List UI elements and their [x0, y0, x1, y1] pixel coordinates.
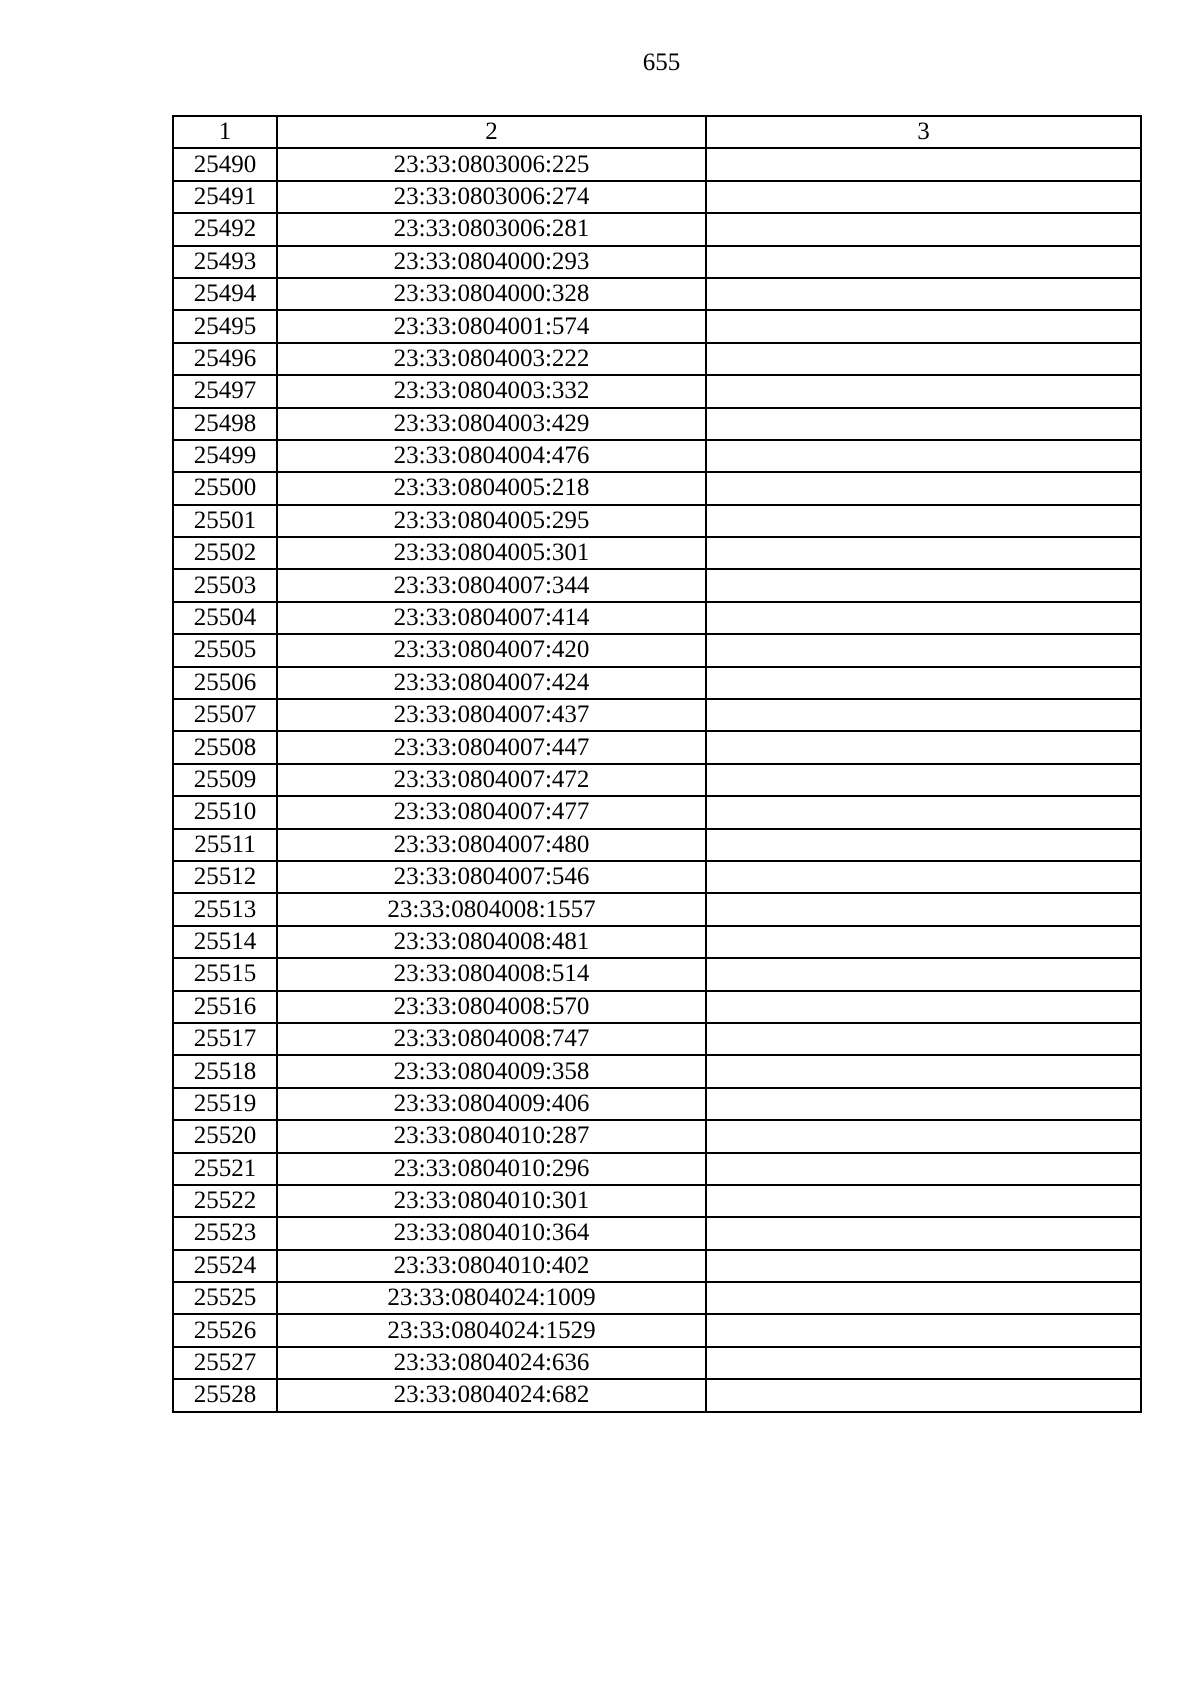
- note-cell: [706, 731, 1141, 763]
- note-cell: [706, 634, 1141, 666]
- cadastral-number-cell: 23:33:0804010:364: [277, 1217, 706, 1249]
- header-row: [173, 116, 1141, 148]
- table-row: [173, 375, 1141, 407]
- note-cell: [706, 472, 1141, 504]
- row-number-cell: 25514: [173, 926, 277, 958]
- table-row: [173, 667, 1141, 699]
- row-number-cell: 25496: [173, 343, 277, 375]
- cadastral-number-cell: 23:33:0804007:472: [277, 764, 706, 796]
- row-number-cell: 25502: [173, 537, 277, 569]
- cadastral-number-cell: 23:33:0804007:424: [277, 667, 706, 699]
- cadastral-number-cell: 23:33:0804008:570: [277, 991, 706, 1023]
- table-row: [173, 246, 1141, 278]
- column-header-2: 2: [277, 116, 706, 148]
- cadastral-number-cell: 23:33:0804007:414: [277, 602, 706, 634]
- note-cell: [706, 1379, 1141, 1411]
- note-cell: [706, 1347, 1141, 1379]
- cadastral-number-cell: 23:33:0803006:281: [277, 213, 706, 245]
- note-cell: [706, 1185, 1141, 1217]
- note-cell: [706, 926, 1141, 958]
- table-row: [173, 213, 1141, 245]
- table-row: [173, 699, 1141, 731]
- table-row: [173, 343, 1141, 375]
- note-cell: [706, 602, 1141, 634]
- note-cell: [706, 505, 1141, 537]
- row-number-cell: 25522: [173, 1185, 277, 1217]
- note-cell: [706, 667, 1141, 699]
- table-row: [173, 1120, 1141, 1152]
- note-cell: [706, 1023, 1141, 1055]
- table-row: [173, 861, 1141, 893]
- cadastral-number-cell: 23:33:0804007:344: [277, 569, 706, 601]
- note-cell: [706, 764, 1141, 796]
- registry-table: [172, 115, 1142, 1413]
- row-number-cell: 25490: [173, 148, 277, 180]
- note-cell: [706, 278, 1141, 310]
- cadastral-number-cell: 23:33:0803006:225: [277, 148, 706, 180]
- cadastral-number-cell: 23:33:0804000:293: [277, 246, 706, 278]
- note-cell: [706, 861, 1141, 893]
- note-cell: [706, 1282, 1141, 1314]
- table-row: [173, 1153, 1141, 1185]
- row-number-cell: 25524: [173, 1250, 277, 1282]
- cadastral-number-cell: 23:33:0804007:447: [277, 731, 706, 763]
- table-row: [173, 440, 1141, 472]
- table-row: [173, 181, 1141, 213]
- cadastral-number-cell: 23:33:0804010:402: [277, 1250, 706, 1282]
- note-cell: [706, 408, 1141, 440]
- table-row: [173, 1282, 1141, 1314]
- table-row: [173, 602, 1141, 634]
- note-cell: [706, 1120, 1141, 1152]
- row-number-cell: 25492: [173, 213, 277, 245]
- table-row: [173, 1347, 1141, 1379]
- table-row: [173, 310, 1141, 342]
- cadastral-number-cell: 23:33:0804009:406: [277, 1088, 706, 1120]
- row-number-cell: 25510: [173, 796, 277, 828]
- cadastral-number-cell: 23:33:0804008:514: [277, 958, 706, 990]
- cadastral-number-cell: 23:33:0804007:420: [277, 634, 706, 666]
- note-cell: [706, 1088, 1141, 1120]
- table-row: [173, 1217, 1141, 1249]
- row-number-cell: 25519: [173, 1088, 277, 1120]
- row-number-cell: 25527: [173, 1347, 277, 1379]
- row-number-cell: 25507: [173, 699, 277, 731]
- row-number-cell: 25499: [173, 440, 277, 472]
- table-header: [173, 116, 1141, 148]
- table-row: [173, 634, 1141, 666]
- table-row: [173, 1250, 1141, 1282]
- row-number-cell: 25528: [173, 1379, 277, 1411]
- cadastral-number-cell: 23:33:0804024:636: [277, 1347, 706, 1379]
- table-row: [173, 537, 1141, 569]
- page-number: 655: [642, 49, 681, 76]
- table-row: [173, 1088, 1141, 1120]
- cadastral-number-cell: 23:33:0804005:301: [277, 537, 706, 569]
- row-number-cell: 25494: [173, 278, 277, 310]
- row-number-cell: 25520: [173, 1120, 277, 1152]
- table-row: [173, 148, 1141, 180]
- row-number-cell: 25498: [173, 408, 277, 440]
- table-row: [173, 1055, 1141, 1087]
- row-number-cell: 25508: [173, 731, 277, 763]
- cadastral-number-cell: 23:33:0804003:332: [277, 375, 706, 407]
- note-cell: [706, 1250, 1141, 1282]
- row-number-cell: 25513: [173, 893, 277, 925]
- cadastral-number-cell: 23:33:0804007:480: [277, 829, 706, 861]
- cadastral-number-cell: 23:33:0803006:274: [277, 181, 706, 213]
- table-row: [173, 829, 1141, 861]
- note-cell: [706, 1217, 1141, 1249]
- row-number-cell: 25525: [173, 1282, 277, 1314]
- row-number-cell: 25523: [173, 1217, 277, 1249]
- table-row: [173, 926, 1141, 958]
- note-cell: [706, 246, 1141, 278]
- row-number-cell: 25506: [173, 667, 277, 699]
- table-row: [173, 278, 1141, 310]
- table-row: [173, 991, 1141, 1023]
- table-row: [173, 1185, 1141, 1217]
- note-cell: [706, 213, 1141, 245]
- column-header-1: 1: [173, 116, 277, 148]
- row-number-cell: 25509: [173, 764, 277, 796]
- cadastral-number-cell: 23:33:0804000:328: [277, 278, 706, 310]
- note-cell: [706, 1055, 1141, 1087]
- cadastral-number-cell: 23:33:0804010:301: [277, 1185, 706, 1217]
- row-number-cell: 25501: [173, 505, 277, 537]
- row-number-cell: 25491: [173, 181, 277, 213]
- note-cell: [706, 310, 1141, 342]
- cadastral-number-cell: 23:33:0804024:682: [277, 1379, 706, 1411]
- note-cell: [706, 440, 1141, 472]
- cadastral-number-cell: 23:33:0804005:295: [277, 505, 706, 537]
- cadastral-number-cell: 23:33:0804008:747: [277, 1023, 706, 1055]
- table-body: [173, 148, 1141, 1411]
- note-cell: [706, 796, 1141, 828]
- cadastral-number-cell: 23:33:0804005:218: [277, 472, 706, 504]
- row-number-cell: 25521: [173, 1153, 277, 1185]
- row-number-cell: 25511: [173, 829, 277, 861]
- table-row: [173, 893, 1141, 925]
- column-header-3: 3: [706, 116, 1141, 148]
- cadastral-number-cell: 23:33:0804008:1557: [277, 893, 706, 925]
- row-number-cell: 25493: [173, 246, 277, 278]
- table-row: [173, 958, 1141, 990]
- row-number-cell: 25516: [173, 991, 277, 1023]
- table-row: [173, 1379, 1141, 1411]
- table-row: [173, 472, 1141, 504]
- cadastral-number-cell: 23:33:0804001:574: [277, 310, 706, 342]
- cadastral-number-cell: 23:33:0804007:437: [277, 699, 706, 731]
- row-number-cell: 25512: [173, 861, 277, 893]
- note-cell: [706, 148, 1141, 180]
- row-number-cell: 25504: [173, 602, 277, 634]
- cadastral-number-cell: 23:33:0804007:546: [277, 861, 706, 893]
- row-number-cell: 25515: [173, 958, 277, 990]
- table-row: [173, 408, 1141, 440]
- note-cell: [706, 537, 1141, 569]
- cadastral-number-cell: 23:33:0804009:358: [277, 1055, 706, 1087]
- row-number-cell: 25497: [173, 375, 277, 407]
- table-row: [173, 505, 1141, 537]
- note-cell: [706, 181, 1141, 213]
- table-row: [173, 731, 1141, 763]
- cadastral-number-cell: 23:33:0804010:287: [277, 1120, 706, 1152]
- table-row: [173, 764, 1141, 796]
- note-cell: [706, 1153, 1141, 1185]
- cadastral-number-cell: 23:33:0804007:477: [277, 796, 706, 828]
- row-number-cell: 25505: [173, 634, 277, 666]
- note-cell: [706, 343, 1141, 375]
- note-cell: [706, 893, 1141, 925]
- row-number-cell: 25517: [173, 1023, 277, 1055]
- table-row: [173, 796, 1141, 828]
- cadastral-number-cell: 23:33:0804008:481: [277, 926, 706, 958]
- note-cell: [706, 1314, 1141, 1346]
- note-cell: [706, 375, 1141, 407]
- row-number-cell: 25495: [173, 310, 277, 342]
- row-number-cell: 25500: [173, 472, 277, 504]
- note-cell: [706, 991, 1141, 1023]
- cadastral-number-cell: 23:33:0804010:296: [277, 1153, 706, 1185]
- note-cell: [706, 699, 1141, 731]
- row-number-cell: 25518: [173, 1055, 277, 1087]
- table-row: [173, 1023, 1141, 1055]
- cadastral-number-cell: 23:33:0804003:429: [277, 408, 706, 440]
- note-cell: [706, 569, 1141, 601]
- note-cell: [706, 829, 1141, 861]
- note-cell: [706, 958, 1141, 990]
- cadastral-number-cell: 23:33:0804024:1009: [277, 1282, 706, 1314]
- row-number-cell: 25526: [173, 1314, 277, 1346]
- table-row: [173, 569, 1141, 601]
- row-number-cell: 25503: [173, 569, 277, 601]
- cadastral-number-cell: 23:33:0804004:476: [277, 440, 706, 472]
- cadastral-number-cell: 23:33:0804024:1529: [277, 1314, 706, 1346]
- table-row: [173, 1314, 1141, 1346]
- cadastral-number-cell: 23:33:0804003:222: [277, 343, 706, 375]
